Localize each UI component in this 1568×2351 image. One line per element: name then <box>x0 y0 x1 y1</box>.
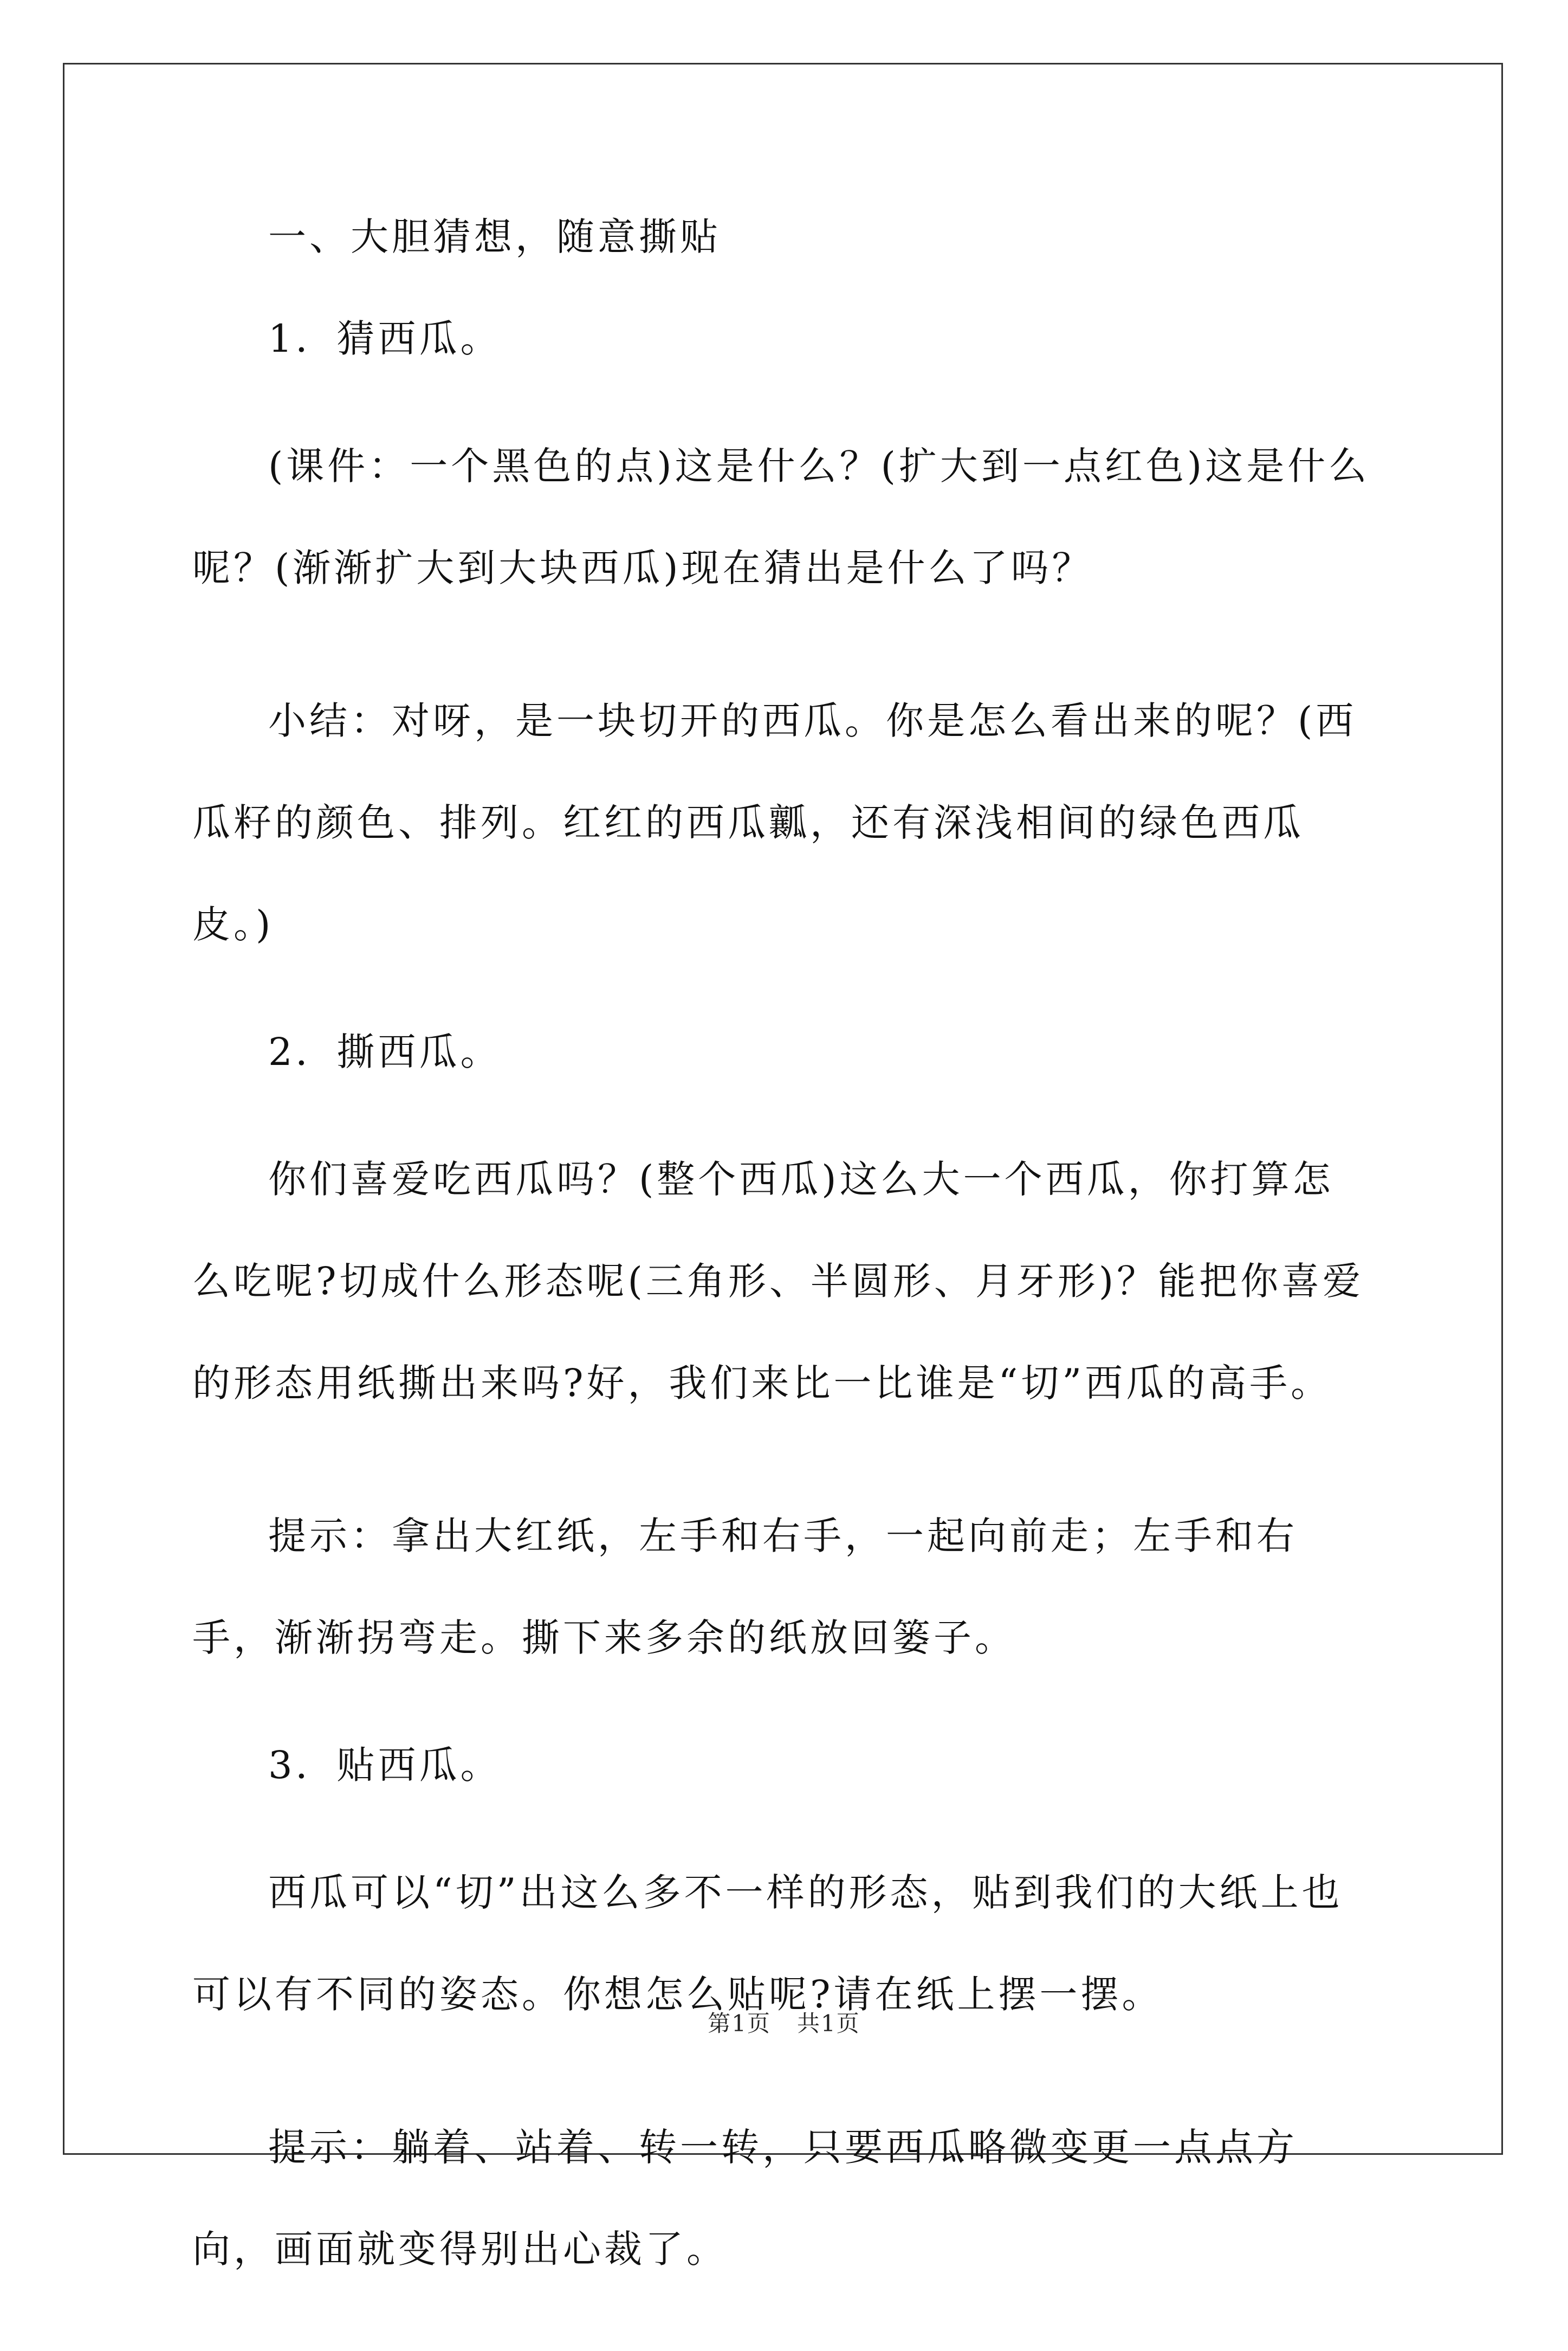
page-total: 共1页 <box>797 2010 860 2037</box>
step-title-tear: 2．撕西瓜。 <box>268 1030 502 1074</box>
paragraph-paste-question: 西瓜可以“切”出这么多不一样的形态，贴到我们的大纸上也可以有不同的姿态。你想怎么贴呢?请在纸上摆一摆。 <box>192 1870 1343 2017</box>
paragraph-paste-hint: 提示：躺着、站着、转一转，只要西瓜略微变更一点点方向，画面就变得别出心裁了。 <box>192 2125 1298 2271</box>
step-title-guess: 1．猜西瓜。 <box>268 317 502 361</box>
section-heading: 一、大胆猜想，随意撕贴 <box>268 215 721 259</box>
paragraph-summary: 小结：对呀，是一块切开的西瓜。你是怎么看出来的呢？(西瓜籽的颜色、排列。红红的西瓜瓤，还有深浅相间的绿色西瓜皮。) <box>192 699 1357 947</box>
page-footer <box>0 2007 1568 2040</box>
step-title-paste: 3．贴西瓜。 <box>268 1743 502 1787</box>
paragraph-courseware: (课件：一个黑色的点)这是什么？(扩大到一点红色)这是什么呢？(渐渐扩大到大块西瓜)现在猜出是什么了吗？ <box>192 444 1370 590</box>
paragraph-tear-question: 你们喜爱吃西瓜吗？(整个西瓜)这么大一个西瓜，你打算怎么吃呢?切成什么形态呢(三角形、半圆形、月牙形)？能把你喜爱的形态用纸撕出来吗?好，我们来比一比谁是“切”西瓜的高手。 <box>192 1157 1364 1405</box>
paragraph-tear-hint: 提示：拿出大红纸，左手和右手，一起向前走；左手和右手，渐渐拐弯走。撕下来多余的纸放回篓子。 <box>192 1514 1298 1660</box>
page-number: 第1页 <box>708 2010 771 2037</box>
